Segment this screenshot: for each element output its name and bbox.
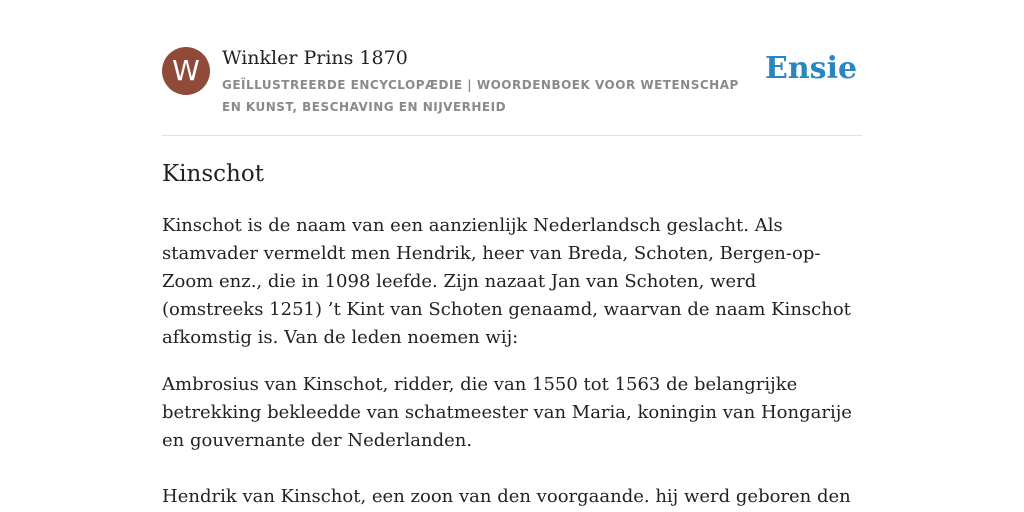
source-header: [162, 44, 862, 136]
source-avatar[interactable]: W: [162, 47, 210, 95]
article: [162, 157, 862, 511]
article-title: Kinschot: [162, 161, 264, 187]
source-title[interactable]: Winkler Prins 1870: [222, 47, 408, 69]
article-paragraph: Hendrik van Kinschot, een zoon van den voorgaande. hij werd geboren den: [162, 486, 851, 507]
header-divider: [162, 135, 862, 136]
ensie-logo[interactable]: Ensie: [765, 51, 858, 86]
source-subtitle: GEÏLLUSTREERDE ENCYCLOPÆDIE | WOORDENBOEK VOOR WETENSCHAP EN KUNST, BESCHAVING EN NIJVERHEID: [222, 78, 739, 114]
article-paragraph: Ambrosius van Kinschot, ridder, die van 1550 tot 1563 de belangrijke betrekking bekleedde van schatmeester van Maria, koningin van Hongarije en gouvernante der Nederlanden.: [162, 374, 852, 451]
article-paragraph: Kinschot is de naam van een aanzienlijk Nederlandsch geslacht. Als stamvader vermeldt men Hendrik, heer van Breda, Schoten, Bergen-op-Zoom enz., die in 1098 leefde. Zijn nazaat Jan van Schoten, werd (omstreeks 1251) ’t Kint van Schoten genaamd, waarvan de naam Kinschot afkomstig is. Van de leden noemen wij:: [162, 215, 851, 348]
